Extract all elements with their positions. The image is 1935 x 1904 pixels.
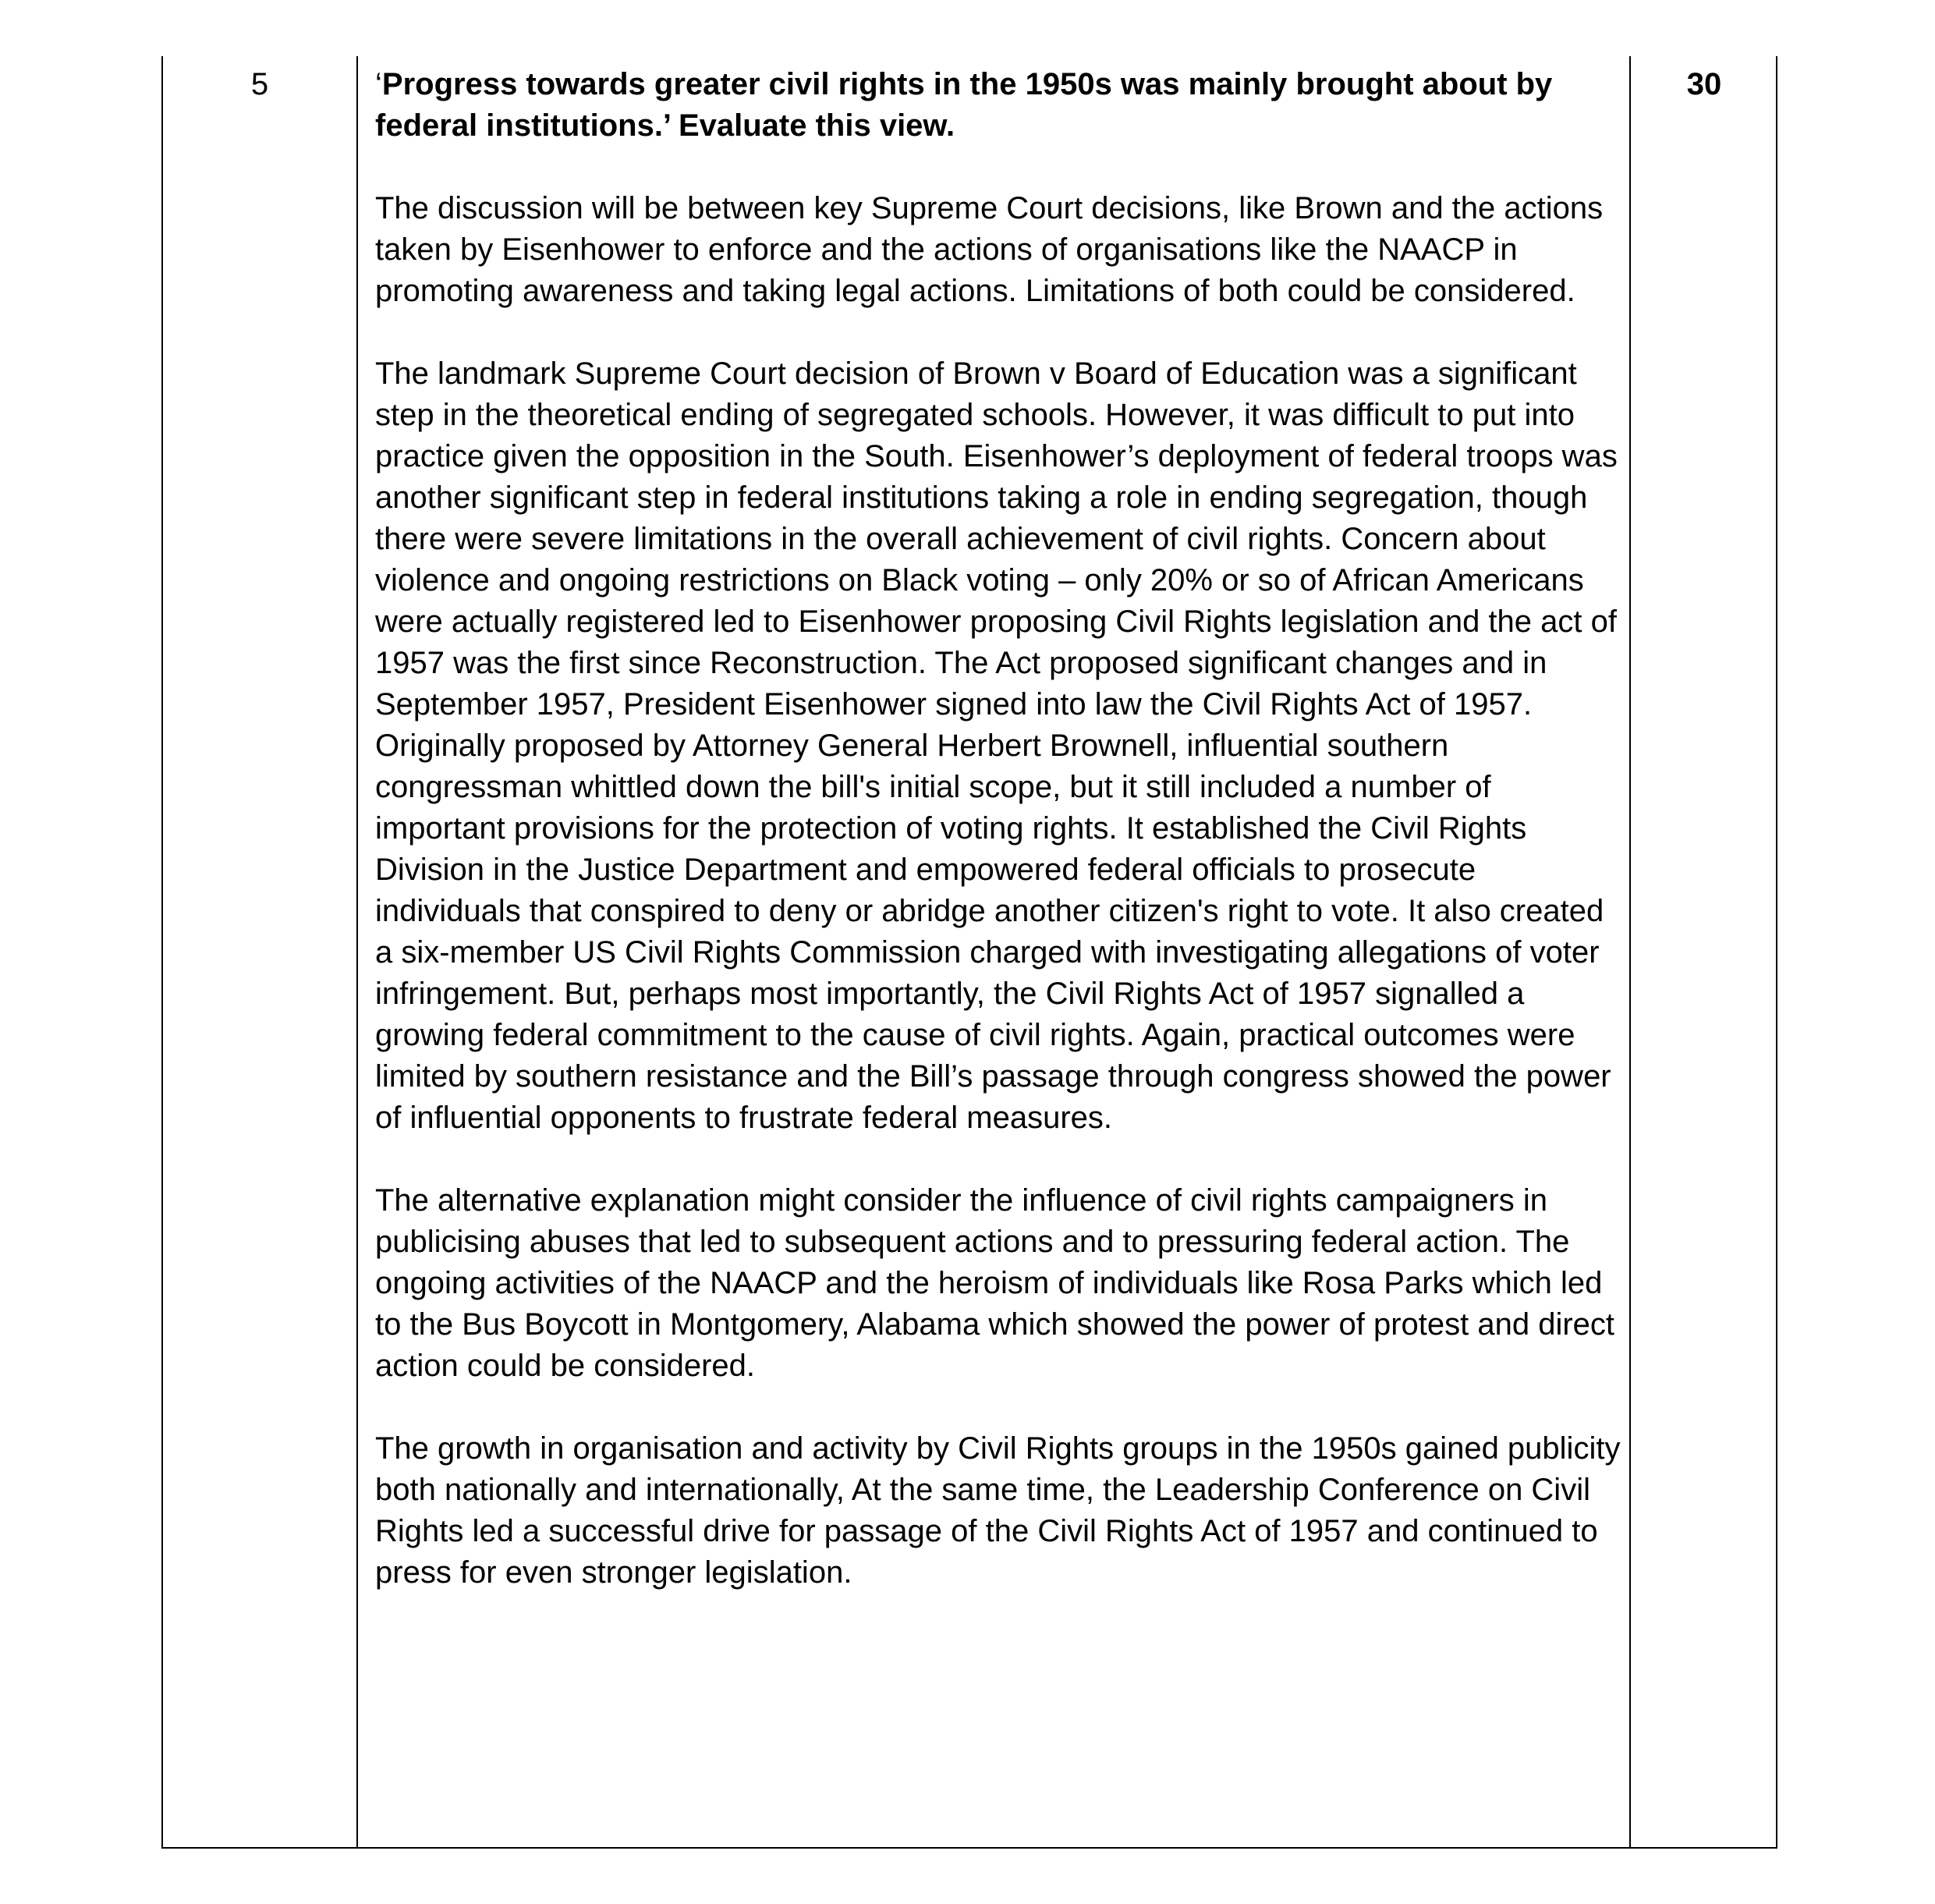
column-divider-right: [1629, 56, 1631, 1847]
guidance-paragraph-3: The alternative explanation might consider the influence of civil rights campaigners in publicising abuses that led to subsequent actions and to pressuring federal action. The ongoing activities of the NAACP and the heroism of individuals like Rosa Parks which led to the Bus Boycott in Montgomery, Alabama which showed the power of protest and direct action could be considered.: [375, 1183, 1615, 1383]
question-content: [375, 64, 1623, 1594]
question-title: [375, 64, 1623, 147]
opening-quote-mark: ‘: [375, 67, 382, 101]
question-title-text: Progress towards greater civil rights in the 1950s was mainly brought about by federal institutions.’ Evaluate this view.: [375, 67, 1553, 143]
question-marks: 30: [1686, 67, 1722, 101]
column-divider-left: [356, 56, 358, 1847]
guidance-paragraph-2: The landmark Supreme Court decision of Brown v Board of Education was a significant step in the theoretical ending of segregated schools. However, it was difficult to put into practice given the opposition in the South. Eisenhower’s deployment of federal troops was another significant step in federal institutions taking a role in ending segregation, though there were severe limitations in the overall achievement of civil rights. Concern about violence and ongoing restrictions on Black voting – only 20% or so of African Americans were actually registered led to Eisenhower proposing Civil Rights legislation and the act of 1957 was the first since Reconstruction. The Act proposed significant changes and in September 1957, President Eisenhower signed into law the Civil Rights Act of 1957. Originally proposed by Attorney General Herbert Brownell, influential southern congressman whittled down the bill's initial scope, but it still included a number of important provisions for the protection of voting rights. It established the Civil Rights Division in the Justice Department and empowered federal officials to prosecute individuals that conspired to deny or abridge another citizen's right to vote. It also created a six-member US Civil Rights Commission charged with investigating allegations of voter infringement. But, perhaps most importantly, the Civil Rights Act of 1957 signalled a growing federal commitment to the cause of civil rights. Again, practical outcomes were limited by southern resistance and the Bill’s passage through congress showed the power of influential opponents to frustrate federal measures.: [375, 356, 1618, 1135]
guidance-paragraph-1: The discussion will be between key Supreme Court decisions, like Brown and the actions taken by Eisenhower to enforce and the actions of organisations like the NAACP in promoting awareness and taking legal actions. Limitations of both could be considered.: [375, 191, 1604, 308]
question-number: 5: [250, 67, 269, 101]
guidance-paragraph-4: The growth in organisation and activity by Civil Rights groups in the 1950s gained publicity both nationally and internationally, At the same time, the Leadership Conference on Civil Rights led a successful drive for passage of the Civil Rights Act of 1957 and continued to press for even stronger legislation.: [375, 1431, 1621, 1590]
mark-scheme-table: [161, 56, 1777, 1849]
